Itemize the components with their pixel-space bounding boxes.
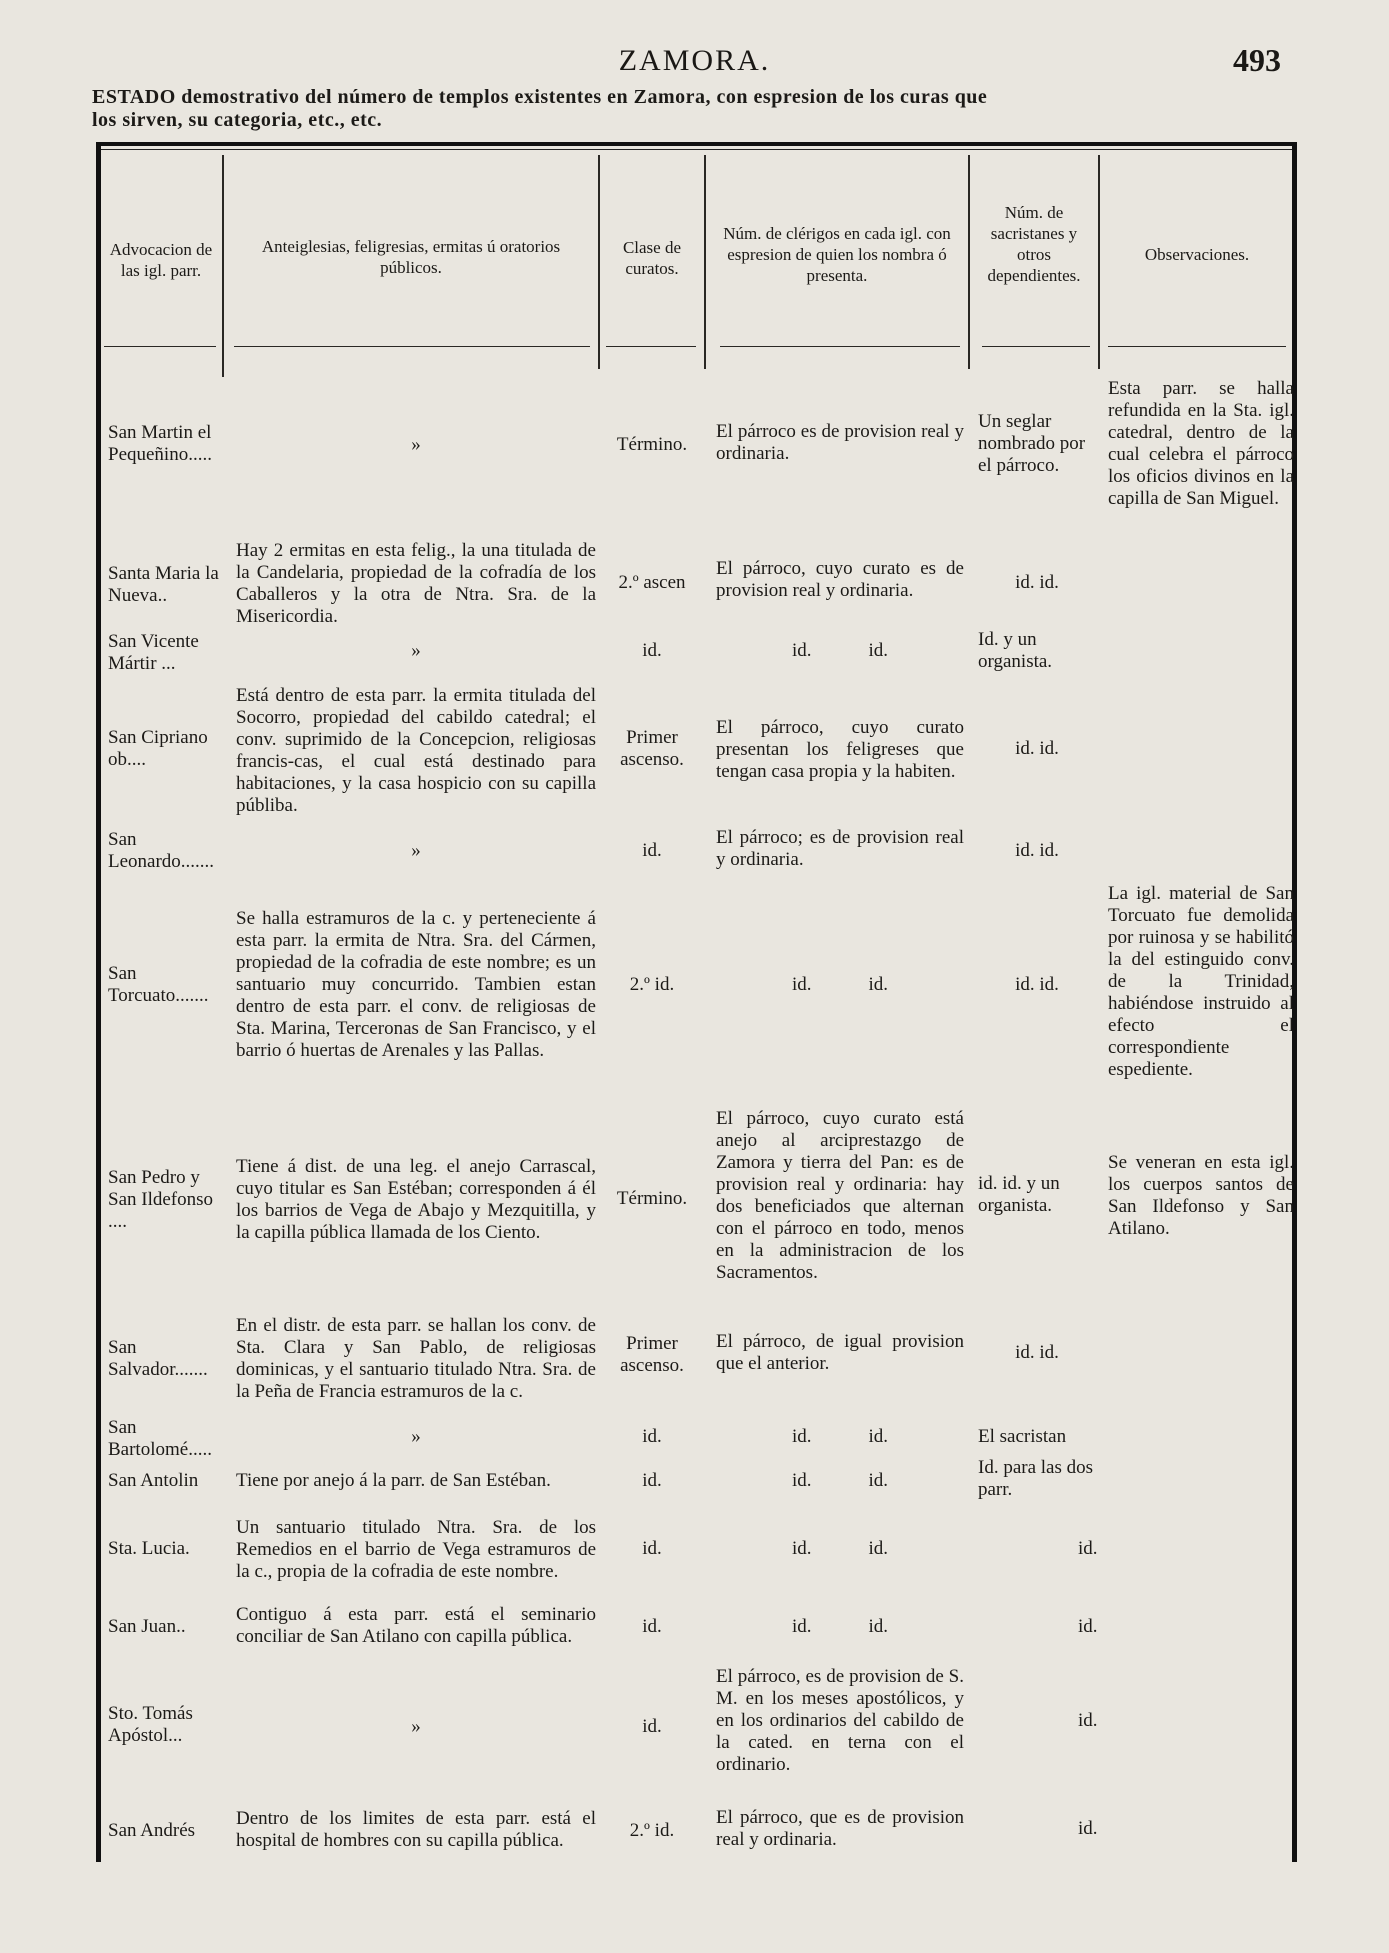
row-sacristanes: id. id. [1015,1342,1059,1363]
row-name: San Salvador....... [108,1337,208,1380]
top-rule [96,142,1296,146]
row-anteiglesias: Está dentro de esta parr. la ermita titulada del Socorro, propiedad del cabildo catedral; el conv. suprimido de la Concepcion, religiosas francis-cas, el cual está destinado para habitaciones, y la casa hospicio con su capilla públiba. [236,685,596,816]
col-divider-2 [598,155,600,369]
page-number: 493 [1233,42,1281,78]
row-clerigos: El párroco, cuyo curato está anejo al arciprestazgo de Zamora y tierra del Pan: es de provision real y ordinaria: hay dos beneficiados que alternan con el párroco en todo, menos en la administracion de los Sacramentos. [716,1108,964,1283]
row-sacristanes: id. id. [1015,840,1059,861]
table-heading [92,86,1302,132]
heading-line-2: los sirven, su categoria, etc., etc. [92,109,383,131]
row-name: San Martin el Pequeñino..... [108,422,212,465]
row-clerigos: El párroco, de igual provision que el anterior. [716,1331,964,1374]
running-title: ZAMORA. [618,44,771,77]
header-underline [606,346,696,347]
col-divider-3 [704,155,706,369]
row-anteiglesias: » [411,640,421,661]
row-anteiglesias: » [411,1716,421,1737]
row-anteiglesias: Se halla estramuros de la c. y perteneciente á esta parr. la ermita de Ntra. Sra. del Cármen, propiedad de la cofradia de este nombre; es un santuario muy concurrido. Tambien estan dentro de esta parr. el conv. de religiosas de Sta. Marina, Terceronas de San Francisco, y el barrio ó huertas de Arenales y las Pallas. [236,908,596,1061]
row-anteiglesias: Dentro de los limites de esta parr. está el hospital de hombres con su capilla pública. [236,1808,596,1851]
row-clase: Término. [616,434,688,455]
row-clerigos: El párroco, cuyo curato es de provision real y ordinaria. [716,558,964,601]
header-underline [720,346,960,347]
row-sacristanes: Id. y un organista. [978,629,1053,672]
row-name: San Vicente Mártir ... [108,631,199,674]
col-divider-4 [968,155,970,369]
header-clase: Clase de curatos. [622,238,682,278]
row-observaciones: Esta parr. se halla refundida en la Sta. igl. catedral, dentro de la cual celebra el párroco los oficios divinos en la capilla de San Miguel. [1108,378,1294,509]
row-clerigos: El párroco, es de provision de S. M. en los meses apostólicos, y en los ordinarios del cabildo de la cated. en terna con el ordinario. [716,1666,964,1775]
row-sacristanes: id. id. [1015,738,1059,759]
col-divider-1 [222,155,224,377]
header-underline [982,346,1090,347]
row-clase: Término. [616,1188,688,1209]
header-sacristanes: Núm. de sacristanes y otros dependientes. [987,203,1081,285]
row-clase: id. [642,640,662,661]
row-anteiglesias: Tiene á dist. de una leg. el anejo Carrascal, cuyo titular es San Estéban; corresponden á él los barrios de Vega de Abajo y Mezquitilla, y la capilla pública llamada de los Ciento. [236,1156,596,1243]
row-sacristanes: Id. para las dos parr. [978,1457,1094,1500]
row-clerigos: id. id. [791,640,889,661]
row-name: San Andrés [108,1820,196,1841]
row-anteiglesias: Un santuario titulado Ntra. Sra. de los Remedios en el barrio de Vega estramuros de la c., propia de la cofradia de este nombre. [236,1517,596,1582]
row-clase: id. [642,840,662,861]
row-sacristanes: id. [1078,1818,1098,1839]
row-clase: Primer ascenso. [620,727,684,770]
row-clerigos: id. id. [791,1616,889,1637]
row-anteiglesias: En el distr. de esta parr. se hallan los conv. de Sta. Clara y San Pablo, de religiosas dominicas, y el santuario titulado Ntra. Sra. de la Peña de Francia estramuros de la c. [236,1315,596,1402]
row-anteiglesias: Contiguo á esta parr. está el seminario conciliar de San Atilano con capilla pública. [236,1604,596,1647]
row-name: San Leonardo....... [108,829,215,872]
header-clerigos: Núm. de clérigos en cada igl. con espresion de quien los nombra ó presenta. [723,223,951,285]
row-clase: 2.º id. [629,974,675,995]
row-name: Sta. Lucia. [108,1538,190,1559]
row-clase: id. [642,1470,662,1491]
row-clerigos: id. id. [791,1538,889,1559]
row-clase: 2.º ascen [618,572,686,593]
row-anteiglesias: » [411,434,421,455]
left-border [96,142,101,1862]
row-sacristanes: id. id. [1015,974,1059,995]
row-clerigos: El párroco, que es de provision real y ordinaria. [716,1807,964,1850]
header-advocacion: Advocacion de las igl. parr. [109,240,213,280]
top-rule-thin [96,149,1296,150]
row-sacristanes: id. id. [1015,572,1059,593]
header-underline [1108,346,1286,347]
row-sacristanes: id. id. y un organista. [978,1173,1060,1216]
row-name: Sto. Tomás Apóstol... [108,1703,193,1746]
row-sacristanes: id. [1078,1710,1098,1731]
row-name: San Bartolomé..... [108,1417,212,1460]
row-name: San Antolin [108,1470,199,1491]
header-underline [234,346,590,347]
heading-line-1: ESTADO demostrativo del número de templos existentes en Zamora, con espresion de los curas que [92,86,988,108]
row-clase: id. [642,1716,662,1737]
row-clerigos: El párroco, cuyo curato presentan los feligreses que tengan casa propia y la habiten. [716,717,964,782]
row-clase: Primer ascenso. [620,1333,684,1376]
header-observaciones: Observaciones. [1144,244,1250,264]
row-name: San Cipriano ob.... [108,727,208,770]
col-divider-5 [1098,155,1100,369]
row-anteiglesias: » [411,840,421,861]
row-clerigos: El párroco es de provision real y ordinaria. [716,421,964,464]
row-clerigos: id. id. [791,1426,889,1447]
row-clase: 2.º id. [629,1820,675,1841]
row-clerigos: El párroco; es de provision real y ordinaria. [716,827,964,870]
header-underline [104,346,216,347]
row-sacristanes: El sacristan [978,1426,1067,1447]
row-observaciones: La igl. material de San Torcuato fue demolida por ruinosa y se habilitó la del estinguido conv. de la Trinidad, habiéndose instruido al efecto el correspondiente espediente. [1108,883,1294,1080]
row-name: San Torcuato....... [108,963,209,1006]
row-clerigos: id. id. [791,974,889,995]
row-name: Santa Maria la Nueva.. [108,563,219,606]
row-anteiglesias: Tiene por anejo á la parr. de San Estéban. [236,1470,551,1491]
row-name: San Pedro y San Ildefonso .... [108,1167,214,1232]
row-observaciones: Se veneran en esta igl. los cuerpos santos de San Ildefonso y San Atilano. [1108,1152,1294,1239]
row-clerigos: id. id. [791,1470,889,1491]
row-clase: id. [642,1616,662,1637]
row-clase: id. [642,1426,662,1447]
row-name: San Juan.. [108,1616,186,1637]
row-sacristanes: id. [1078,1616,1098,1637]
header-anteiglesias: Anteiglesias, feligresias, ermitas ú oratorios públicos. [261,237,561,277]
row-sacristanes: id. [1078,1538,1098,1559]
row-anteiglesias: » [411,1426,421,1447]
row-anteiglesias: Hay 2 ermitas en esta felig., la una titulada de la Candelaria, propiedad de la cofradía de los Caballeros y la otra de Ntra. Sra. de la Misericordia. [236,540,596,627]
row-clase: id. [642,1538,662,1559]
row-sacristanes: Un seglar nombrado por el párroco. [978,411,1086,476]
